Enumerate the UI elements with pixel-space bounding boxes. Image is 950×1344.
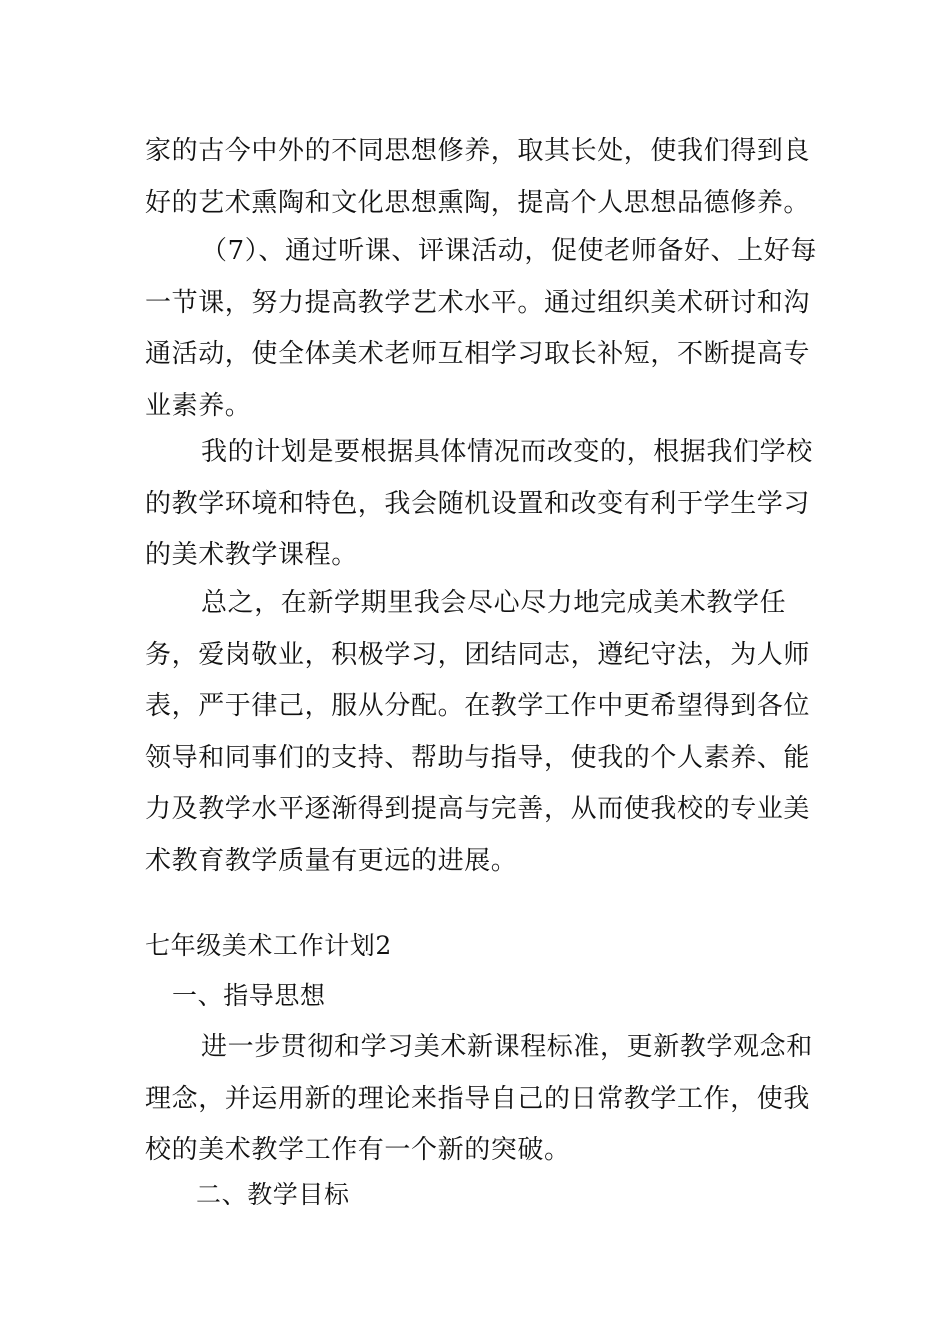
heading-teaching-goals: 二、教学目标 bbox=[196, 1180, 350, 1209]
paragraph-plan-adjustment: 我的计划是要根据具体情况而改变的，根据我们学校的教学环境和特色，我会随机设置和改变有利于学生学习的美术教学课程。 bbox=[145, 437, 813, 570]
paragraph-summary: 总之，在新学期里我会尽心尽力地完成美术教学任务，爱岗敬业，积极学习，团结同志，遵纪守法，为人师表，严于律己，服从分配。在教学工作中更希望得到各位领导和同事们的支持、帮助与指导，使我的个人素养、能力及教学水平逐渐得到提高与完善，从而使我校的专业美术教育教学质量有更远的进展。 bbox=[145, 588, 811, 876]
paragraph-continuation: 家的古今中外的不同思想修养，取其长处，使我们得到良好的艺术熏陶和文化思想熏陶，提高个人思想品德修养。 bbox=[145, 136, 811, 218]
paragraph-guidance: 进一步贯彻和学习美术新课程标准，更新教学观念和理念，并运用新的理论来指导自己的日常教学工作，使我校的美术教学工作有一个新的突破。 bbox=[145, 1032, 813, 1165]
paragraph-item-7: （7）、通过听课、评课活动，促使老师备好、上好每一节课，努力提高教学艺术水平。通过组织美术研讨和沟通活动，使全体美术老师互相学习取长补短，不断提高专业素养。 bbox=[145, 236, 817, 421]
heading-guiding-ideology: 一、指导思想 bbox=[172, 981, 326, 1010]
section-title: 七年级美术工作计划2 bbox=[145, 931, 392, 960]
